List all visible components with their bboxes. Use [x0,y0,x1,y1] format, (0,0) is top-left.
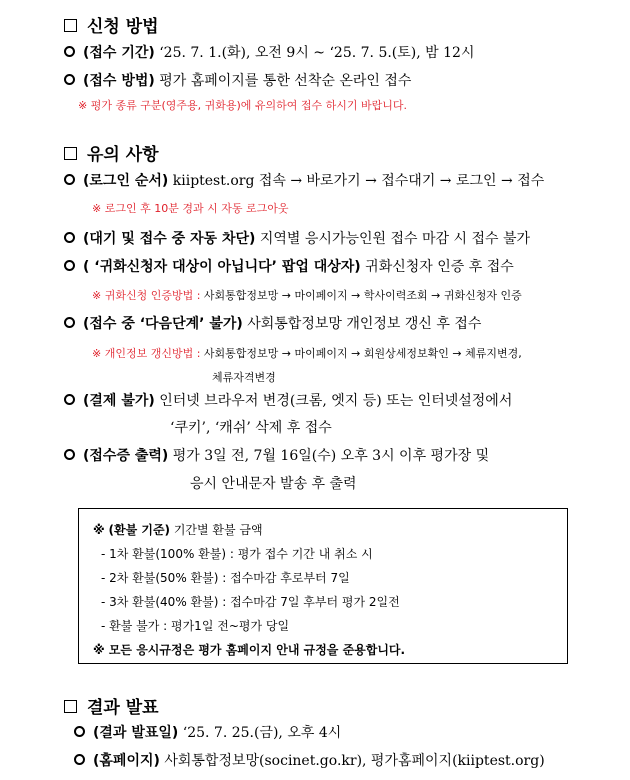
notice-pay-item [64,390,512,410]
notice-login-text: kiiptest.org 접속 → 바로가기 → 접수대기 → 로그인 → 접수 [172,173,545,189]
notice-print-text: 평가 3일 전, 7월 16일(수) 오후 3시 이후 평가장 및 [172,448,490,464]
apply-period-text: ‘25. 7. 1.(화), 오전 9시 ~ ‘25. 7. 5.(토), 밤 12시 [159,45,475,61]
result-home-item [74,750,545,770]
circle-bullet-icon [64,449,75,460]
refund-footer: ※ 모든 응시규정은 평가 홈페이지 안내 규정을 준용합니다. [93,643,406,657]
circle-bullet-icon [64,232,75,243]
notice-pay-cont: ‘쿠키’, ‘캐쉬’ 삭제 후 접수 [170,420,332,436]
notice-next-item [64,313,481,333]
notice-popup-label: ( ‘귀화신청자 대상이 아닙니다’ 팝업 대상자) [83,259,361,275]
notice-pay-label: (결제 불가) [83,393,155,409]
notice-popup-item [64,256,514,276]
notice-print-label: (접수증 출력) [83,448,169,464]
section-heading-notice: 유의 사항 [64,140,159,165]
apply-method-item [64,70,411,90]
refund-line-4: - 환불 불가 : 평가1일 전~평가 당일 [101,619,290,633]
notice-wait-label: (대기 및 접수 중 자동 차단) [83,231,256,247]
section-heading-apply: 신청 방법 [64,12,159,37]
square-outline-icon [64,700,77,713]
refund-heading: ※ (환불 기준) 기간별 환불 금액 [93,523,263,537]
notice-popup-note: ※ 귀화신청 인증방법 : 사회통합정보망 → 마이페이지 → 학사이력조회 → 귀화신청자 인증 [92,289,522,302]
circle-bullet-icon [64,317,75,328]
notice-next-note-cont: 체류자격변경 [212,371,276,384]
notice-login-label: (로그인 순서) [83,173,169,189]
square-outline-icon [64,147,77,160]
square-outline-icon [64,19,77,32]
result-home-text: 사회통합정보망(socinet.go.kr), 평가홈페이지(kiiptest.org) [164,753,545,769]
section-heading-result: 결과 발표 [64,693,159,718]
refund-box [78,508,568,664]
result-date-label: (결과 발표일) [93,725,179,741]
circle-bullet-icon [64,46,75,57]
circle-bullet-icon [64,174,75,185]
circle-bullet-icon [64,394,75,405]
notice-print-item [64,445,489,465]
result-date-text: ‘25. 7. 25.(금), 오후 4시 [182,725,342,741]
apply-method-note: ※ 평가 종류 구분(영주용, 귀화용)에 유의하여 접수 하시기 바랍니다. [78,99,408,112]
circle-bullet-icon [64,74,75,85]
notice-next-text: 사회통합정보망 개인정보 갱신 후 접수 [247,316,482,332]
refund-line-1: - 1차 환불(100% 환불) : 평가 접수 기간 내 취소 시 [101,547,373,561]
notice-wait-text: 지역별 응시가능인원 접수 마감 시 접수 불가 [259,231,531,247]
result-date-item [74,722,341,742]
apply-method-label: (접수 방법) [83,73,155,89]
notice-login-item [64,170,544,190]
notice-popup-text: 귀화신청자 인증 후 접수 [365,259,514,275]
notice-login-note: ※ 로그인 후 10분 경과 시 자동 로그아웃 [92,202,289,215]
apply-method-text: 평가 홈페이지를 통한 선착순 온라인 접수 [159,73,412,89]
circle-bullet-icon [74,754,85,765]
notice-next-label: (접수 중 ‘다음단계’ 불가) [83,316,243,332]
notice-print-cont: 응시 안내문자 발송 후 출력 [190,476,357,492]
refund-line-2: - 2차 환불(50% 환불) : 접수마감 후로부터 7일 [101,571,350,585]
notice-wait-item [64,228,530,248]
notice-next-note: ※ 개인정보 갱신방법 : 사회통합정보망 → 마이페이지 → 회원상세정보확인 → 체류지변경, [92,347,522,360]
refund-line-3: - 3차 환불(40% 환불) : 접수마감 7일 후부터 평가 2일전 [101,595,400,609]
circle-bullet-icon [64,260,75,271]
apply-period-label: (접수 기간) [83,45,155,61]
notice-pay-text: 인터넷 브라우저 변경(크롬, 엣지 등) 또는 인터넷설정에서 [159,393,513,409]
apply-period-item [64,42,474,62]
circle-bullet-icon [74,726,85,737]
result-home-label: (홈페이지) [93,753,160,769]
